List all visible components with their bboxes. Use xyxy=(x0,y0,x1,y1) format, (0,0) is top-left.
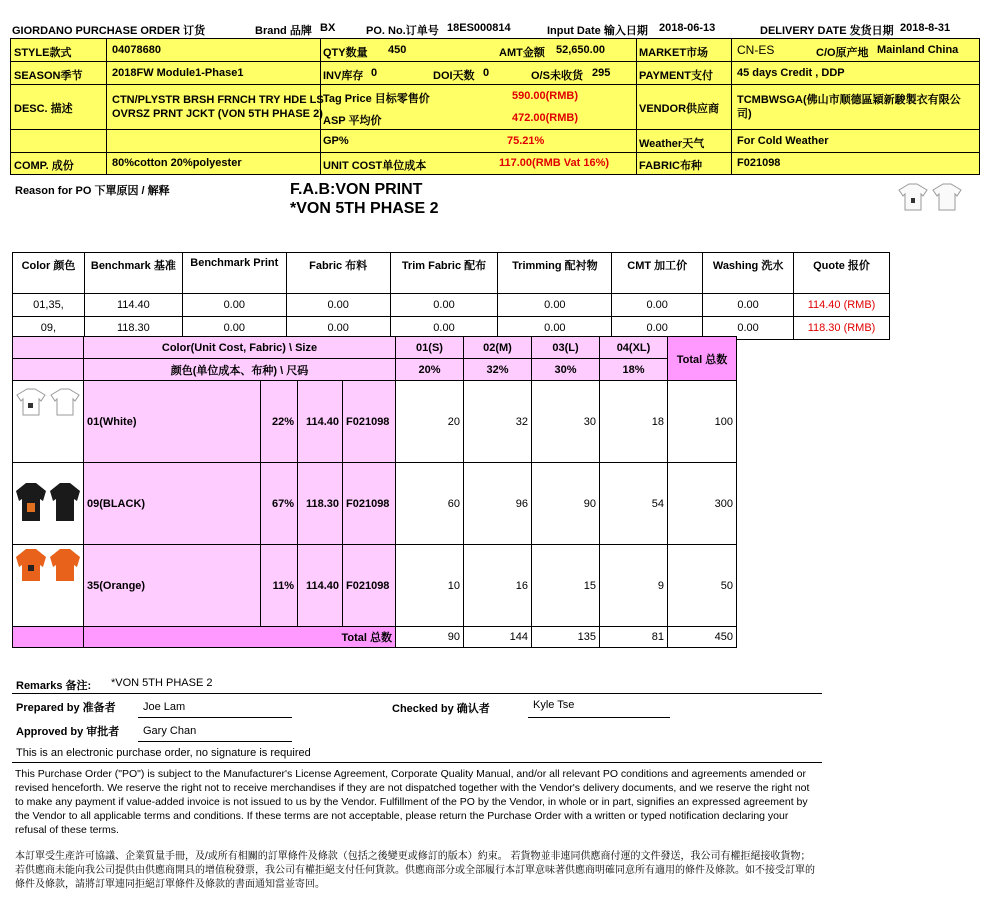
weather-value: For Cold Weather xyxy=(737,135,829,147)
qty-cell: 15 xyxy=(532,545,600,627)
col-quote-header: Quote 报价 xyxy=(794,253,890,294)
color-cost: 118.30 xyxy=(298,463,343,545)
row-total: 300 xyxy=(668,463,737,545)
qty-cell: 20 xyxy=(396,381,464,463)
color-fabric: F021098 xyxy=(343,463,396,545)
po-number-value: 18ES000814 xyxy=(447,22,511,34)
desc-line-1: CTN/PLYSTR BRSH FRNCH TRY HDE LS xyxy=(112,94,324,106)
cell: 0.00 xyxy=(286,294,390,317)
cell: 0.00 xyxy=(498,317,612,340)
legal-text-cn: 本訂單受生產許可協議、企業質量手冊，及/或所有相關的訂單條件及條款（包括之後變更或修訂的版本）約束。 若貨物並非連同供應商付運的文件發送，我公司有權拒絕接收貨物；若供應商未能向我公司提供由供應商開具的增值稅發票，我公司有權拒絕支付任何貨款。供應商部分或全部履行本訂單意味著供應商明確同意所有適用的條件及條款。如不接受訂單的條件及條款，請將訂單連同拒絕訂單條件及條款的書面通知當並寄回。 xyxy=(15,851,815,890)
total-s: 90 xyxy=(396,627,464,648)
color-fabric: F021098 xyxy=(343,545,396,627)
tag-price-value: 590.00(RMB) xyxy=(512,90,579,102)
size-s-pct: 20% xyxy=(396,359,464,381)
color-name: 09(BLACK) xyxy=(84,463,261,545)
total-m: 144 xyxy=(464,627,532,648)
cell: 0.00 xyxy=(182,294,286,317)
size-header-line-2: 颜色(单位成本、布种) \ 尺码 xyxy=(84,359,396,381)
amt-value: 52,650.00 xyxy=(556,44,605,56)
color-name: 01(White) xyxy=(84,381,261,463)
row-total: 50 xyxy=(668,545,737,627)
quote-cell: 114.40 (RMB) xyxy=(794,294,890,317)
size-m-header: 02(M) xyxy=(464,337,532,359)
total-xl: 81 xyxy=(600,627,668,648)
payment-label: PAYMENT支付 xyxy=(639,70,713,82)
os-value: 295 xyxy=(592,67,611,79)
unit-cost-value: 117.00(RMB Vat 16%) xyxy=(499,157,610,169)
table-row xyxy=(13,545,737,627)
po-title: GIORDANO PURCHASE ORDER 订货 xyxy=(12,25,206,37)
blank-cell xyxy=(13,337,84,359)
approved-underline xyxy=(138,741,292,742)
col-washing-header: Washing 洗水 xyxy=(703,253,794,294)
vendor-value: TCMBWSGA(佛山市顺德區穎新駿製衣有限公司) xyxy=(737,94,961,120)
season-value: 2018FW Module1-Phase1 xyxy=(112,67,244,79)
table-row xyxy=(13,463,737,545)
asp-value: 472.00(RMB) xyxy=(512,112,579,124)
market-value: CN-ES xyxy=(737,43,775,57)
color-name: 35(Orange) xyxy=(84,545,261,627)
style-value: 04078680 xyxy=(112,44,161,56)
asp-label: ASP 平均价 xyxy=(323,115,382,127)
orange-hoodie-image xyxy=(13,545,83,585)
fabric-label: FABRIC布种 xyxy=(639,160,702,172)
color-cost: 114.40 xyxy=(298,381,343,463)
cost-header-row xyxy=(13,253,890,294)
table-row xyxy=(13,381,737,463)
cell: 0.00 xyxy=(286,317,390,340)
color-pct: 11% xyxy=(261,545,298,627)
swatch-orange xyxy=(13,545,84,627)
desc-line-2: OVRSZ PRNT JCKT (VON 5TH PHASE 2) xyxy=(112,108,323,120)
comp-label: COMP. 成份 xyxy=(14,160,74,172)
col-trim-fabric-header: Trim Fabric 配布 xyxy=(390,253,498,294)
amt-label: AMT金额 xyxy=(499,47,545,59)
approved-value: Gary Chan xyxy=(143,725,197,737)
qty-cell: 90 xyxy=(532,463,600,545)
col-fabric-header: Fabric 布料 xyxy=(286,253,390,294)
white-hoodie-image xyxy=(13,381,83,421)
weather-label: Weather天气 xyxy=(639,138,705,150)
blank-cell xyxy=(13,627,84,648)
cell: 114.40 xyxy=(84,294,182,317)
brand-value: BX xyxy=(320,22,336,34)
cell: 118.30 xyxy=(84,317,182,340)
co-label: C/O原产地 xyxy=(816,47,869,59)
payment-value: 45 days Credit , DDP xyxy=(737,67,845,79)
size-m-pct: 32% xyxy=(464,359,532,381)
order-info-grid xyxy=(10,38,980,175)
gp-value: 75.21% xyxy=(507,135,545,147)
inv-value: 0 xyxy=(371,67,378,79)
size-breakdown-table xyxy=(12,336,737,648)
gp-label: GP% xyxy=(323,135,349,147)
reason-label: Reason for PO 下單原因 / 解释 xyxy=(15,185,170,197)
cell: 09, xyxy=(13,317,85,340)
qty-cell: 30 xyxy=(532,381,600,463)
brand-label: Brand 品牌 xyxy=(255,25,312,37)
fab-line-2: *VON 5TH PHASE 2 xyxy=(290,200,439,217)
cell: 0.00 xyxy=(182,317,286,340)
grand-total: 450 xyxy=(668,627,737,648)
col-benchmark-print-header: Benchmark Print xyxy=(182,253,286,294)
size-l-pct: 30% xyxy=(532,359,600,381)
checked-underline xyxy=(528,717,670,718)
tag-price-label: Tag Price 目标零售价 xyxy=(323,93,430,105)
col-benchmark-header: Benchmark 基准 xyxy=(84,253,182,294)
po-number-label: PO. No.订单号 xyxy=(366,25,439,37)
inv-label: INV库存 xyxy=(323,70,364,82)
table-row xyxy=(13,294,890,317)
cell: 01,35, xyxy=(13,294,85,317)
size-xl-header: 04(XL) xyxy=(600,337,668,359)
total-header: Total 总数 xyxy=(668,337,737,381)
qty-cell: 54 xyxy=(600,463,668,545)
totals-label: Total 总数 xyxy=(84,627,396,648)
checked-label: Checked by 确认者 xyxy=(392,703,490,715)
cell: 0.00 xyxy=(390,317,498,340)
qty-cell: 10 xyxy=(396,545,464,627)
comp-value: 80%cotton 20%polyester xyxy=(112,157,242,169)
color-pct: 22% xyxy=(261,381,298,463)
qty-cell: 96 xyxy=(464,463,532,545)
remarks-label: Remarks 备注: xyxy=(16,680,92,692)
electronic-note: This is an electronic purchase order, no signature is required xyxy=(16,747,311,759)
delivery-date-label: DELIVERY DATE 发货日期 xyxy=(760,25,894,37)
approved-label: Approved by 审批者 xyxy=(16,726,120,738)
product-thumbnail xyxy=(893,178,965,214)
divider xyxy=(12,693,822,694)
color-pct: 67% xyxy=(261,463,298,545)
col-trimming-header: Trimming 配衬物 xyxy=(498,253,612,294)
swatch-white xyxy=(13,381,84,463)
size-s-header: 01(S) xyxy=(396,337,464,359)
cell: 0.00 xyxy=(498,294,612,317)
quote-cell: 118.30 (RMB) xyxy=(794,317,890,340)
color-fabric: F021098 xyxy=(343,381,396,463)
blank-cell xyxy=(13,359,84,381)
co-value: Mainland China xyxy=(877,44,959,56)
size-xl-pct: 18% xyxy=(600,359,668,381)
cell: 0.00 xyxy=(612,317,703,340)
desc-label: DESC. 描述 xyxy=(14,103,73,115)
col-color-header: Color 颜色 xyxy=(13,253,85,294)
row-total: 100 xyxy=(668,381,737,463)
qty-cell: 16 xyxy=(464,545,532,627)
prepared-value: Joe Lam xyxy=(143,701,186,713)
cell: 0.00 xyxy=(703,294,794,317)
divider xyxy=(12,762,822,763)
cell: 0.00 xyxy=(612,294,703,317)
totals-row xyxy=(13,627,737,648)
delivery-date-value: 2018-8-31 xyxy=(900,22,951,34)
qty-label: QTY数量 xyxy=(323,47,368,59)
doi-value: 0 xyxy=(483,67,490,79)
season-label: SEASON季节 xyxy=(14,70,83,82)
prepared-underline xyxy=(138,717,292,718)
cell: 0.00 xyxy=(390,294,498,317)
market-label: MARKET市场 xyxy=(639,47,709,59)
qty-value: 450 xyxy=(388,44,407,56)
qty-cell: 60 xyxy=(396,463,464,545)
size-l-header: 03(L) xyxy=(532,337,600,359)
col-cmt-header: CMT 加工价 xyxy=(612,253,703,294)
checked-value: Kyle Tse xyxy=(533,699,575,711)
size-header-line-1: Color(Unit Cost, Fabric) \ Size xyxy=(84,337,396,359)
swatch-black xyxy=(13,463,84,545)
cost-breakdown-table xyxy=(12,252,890,340)
qty-cell: 18 xyxy=(600,381,668,463)
total-l: 135 xyxy=(532,627,600,648)
remarks-value: *VON 5TH PHASE 2 xyxy=(111,677,213,689)
legal-text-en: This Purchase Order ("PO") is subject to the Manufacturer's License Agreement, Corporate Quality Manual, and/or all relevant PO conditions and agreements amended or revised henceforth. We reserve the right not to receive merchandises if they are not dispatched together with the Vendor's delivery documents, and we reserve the right not to make any payment if value-added invoice is not issued to us by the Vendor. Fulfillment of the PO by the Vendor, in whole or in part, signifies an expressed agreement by the Vendor to all applicable terms and conditions. If these terms are not acceptable, please return the Purchase Order with a written or typed notification declaring your refusal of these terms. xyxy=(15,768,810,836)
qty-cell: 32 xyxy=(464,381,532,463)
input-date-value: 2018-06-13 xyxy=(659,22,716,34)
doi-label: DOI天数 xyxy=(433,70,475,82)
input-date-label: Input Date 输入日期 xyxy=(547,25,648,37)
black-hoodie-image xyxy=(13,477,83,527)
fabric-value: F021098 xyxy=(737,157,781,169)
qty-cell: 9 xyxy=(600,545,668,627)
fab-line-1: F.A.B:VON PRINT xyxy=(290,181,423,198)
prepared-label: Prepared by 准备者 xyxy=(16,702,116,714)
color-cost: 114.40 xyxy=(298,545,343,627)
style-label: STYLE款式 xyxy=(14,47,72,59)
os-label: O/S未收货 xyxy=(531,70,583,82)
cell: 0.00 xyxy=(703,317,794,340)
unit-cost-label: UNIT COST单位成本 xyxy=(323,160,427,172)
vendor-label: VENDOR供应商 xyxy=(639,103,720,115)
